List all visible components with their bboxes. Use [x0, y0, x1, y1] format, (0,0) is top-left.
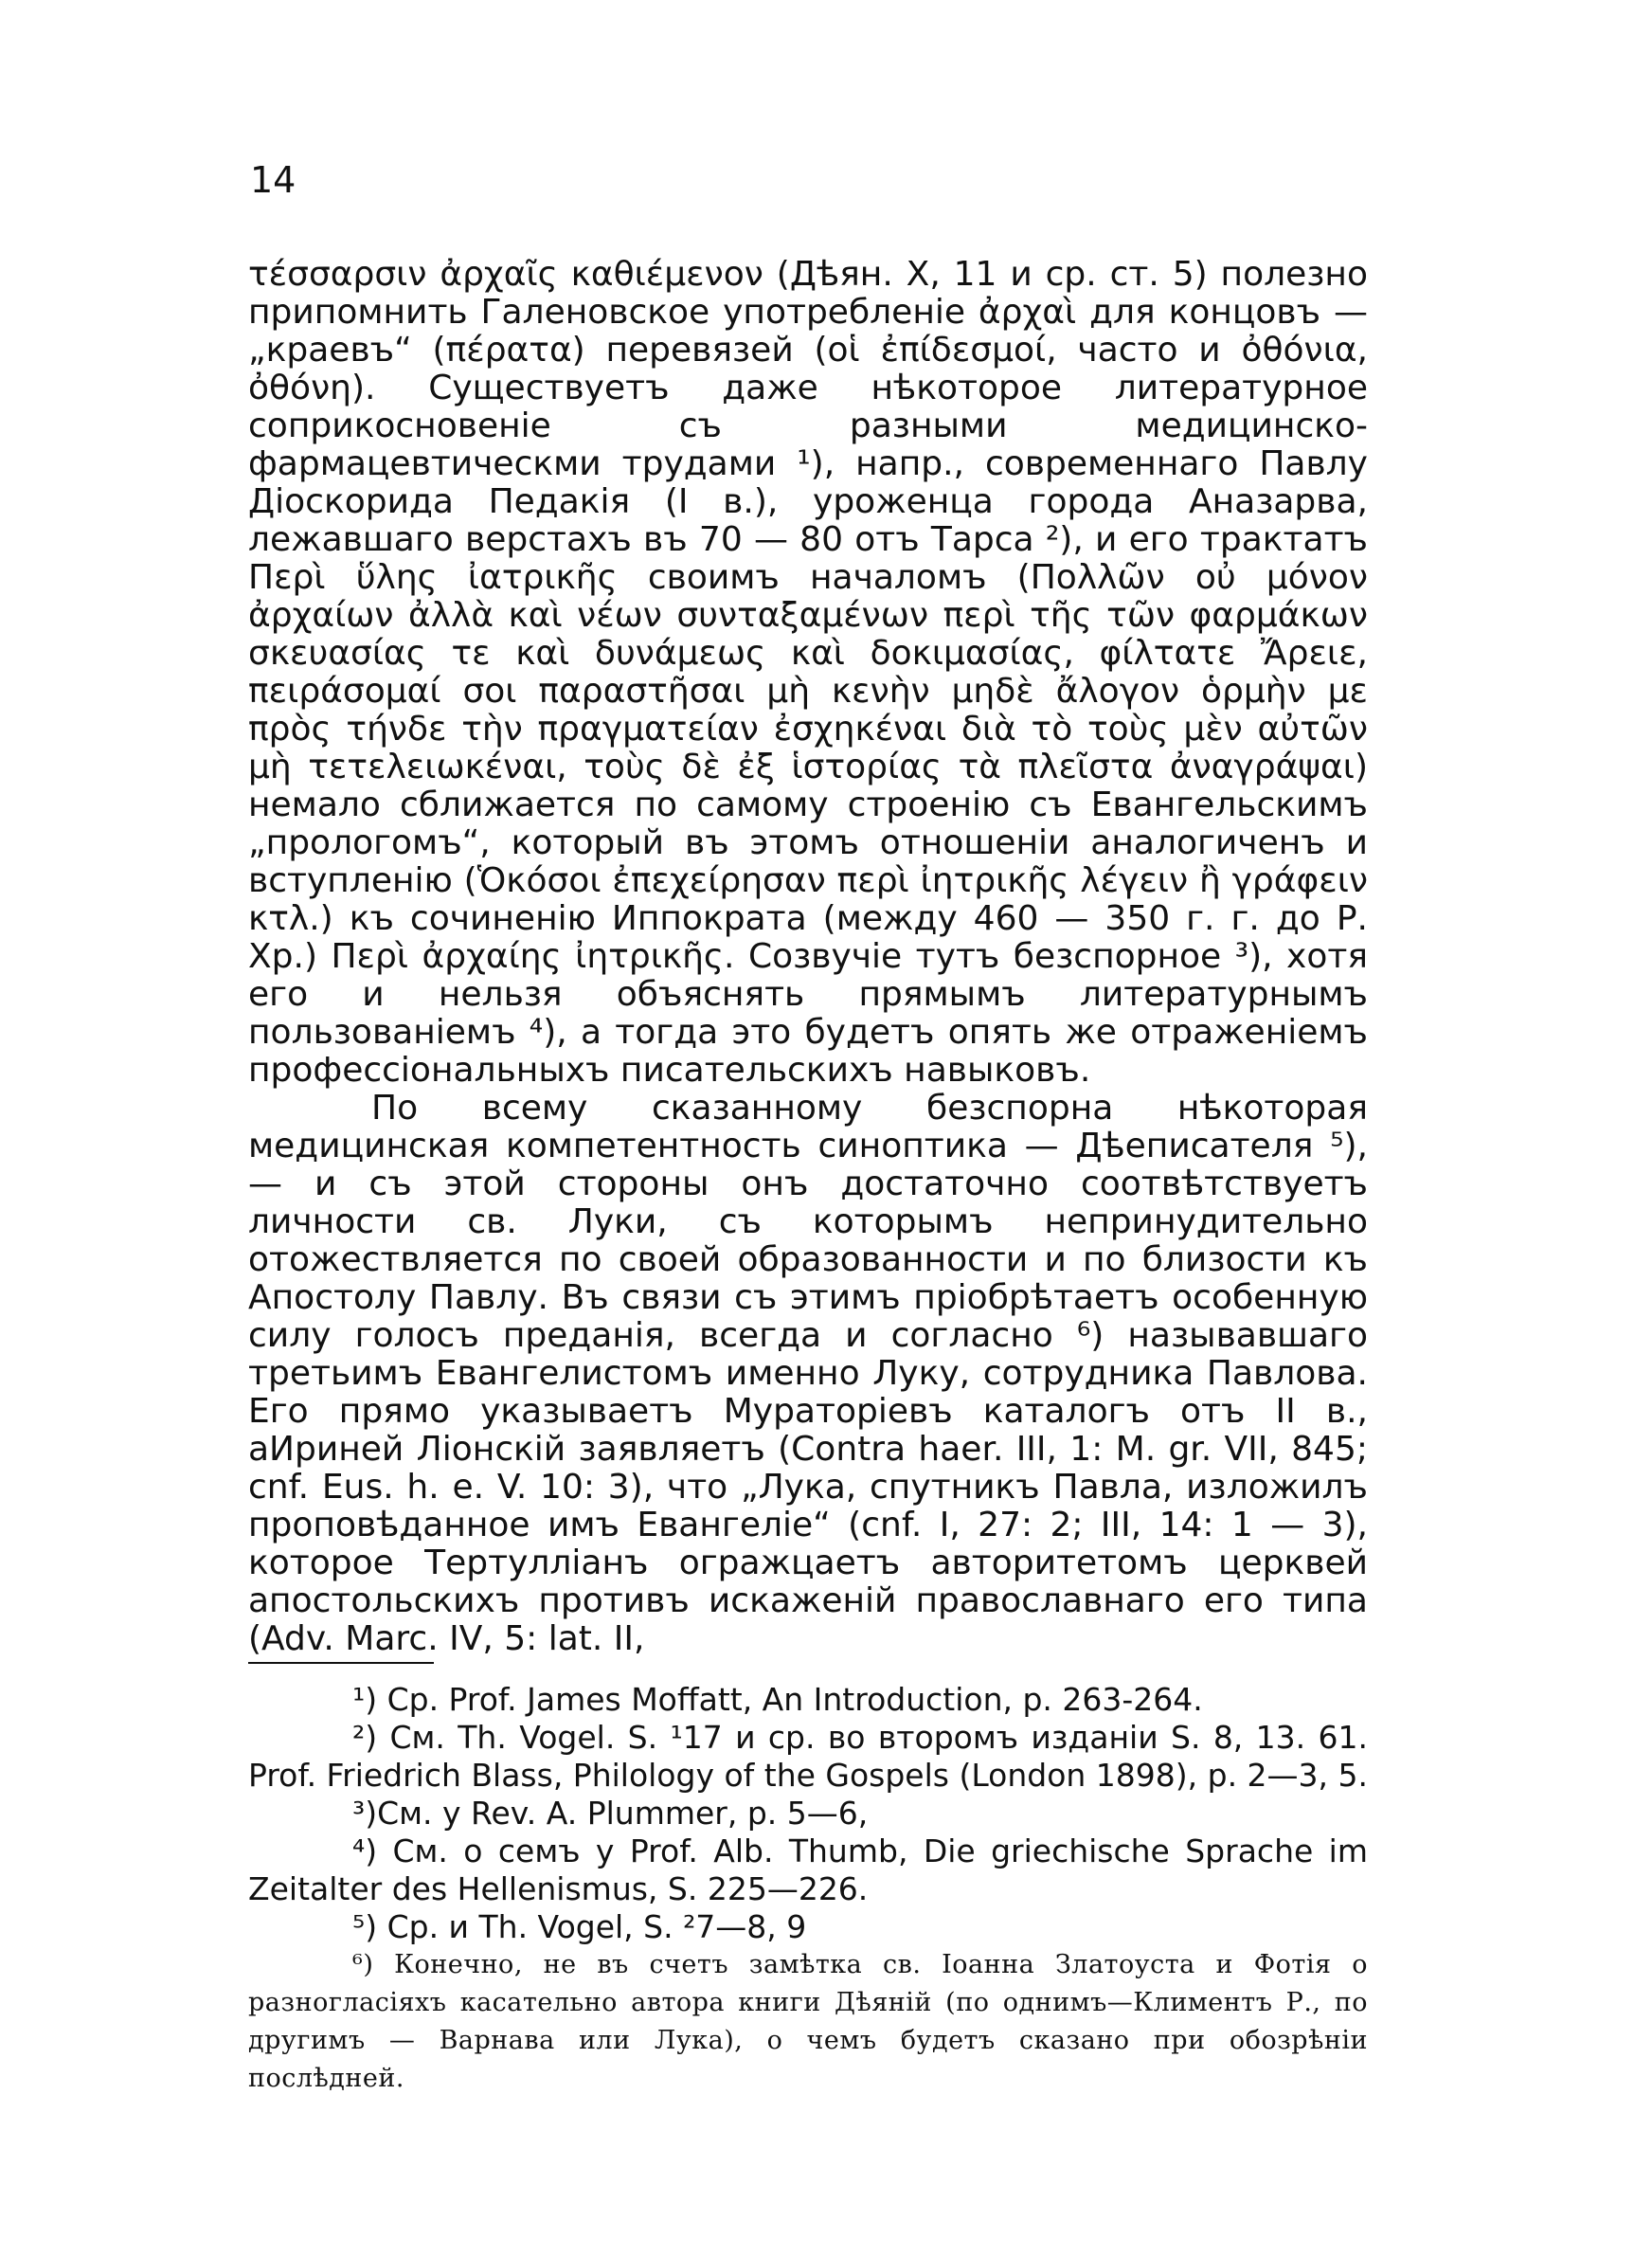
- body-paragraph: τέσσαρσιν ἀρχαῖς καθιέμενον (Дѣян. X, 11 и ср. ст. 5) полезно припомнить Галеновское употребленіе ἀρχαὶ для концовъ — „краевъ“ (πέρατα) перевязей (οἱ ἐπίδεσμοί, часто и ὀθόνια, ὀθόνη). Существуетъ даже нѣкоторое литературное соприкосновеніе съ разными медицинско-фармацевтическми трудами ¹), напр., современнаго Павлу Діоскорида Педакія (I в.), уроженца города Аназарва, лежавшаго верстахъ въ 70 — 80 отъ Тарса ²), и его трактатъ Περὶ ὕλης ἰατρικῆς своимъ началомъ (Πολλῶν οὐ μόνον ἀρχαίων ἀλλὰ καὶ νέων συνταξαμένων περὶ τῆς τῶν φαρμάκων σκευασίας τε καὶ δυνάμεως καὶ δοκιμασίας, φίλτατε Ἄρειε, πειράσομαί σοι παραστῆσαι μὴ κενὴν μηδὲ ἄλογον ὁρμὴν με πρὸς τήνδε τὴν πραγματείαν ἐσχηκέναι διὰ τὸ τοὺς μὲν αὐτῶν μὴ τετελειωκέναι, τοὺς δὲ ἐξ ἱστορίας τὰ πλεῖστα ἀναγράψαι) немало сближается по самому строенію съ Евангельскимъ „прологомъ“, который въ этомъ отношеніи аналогиченъ и вступленію (Ὁκόσοι ἐπεχείρησαν περὶ ἰητρικῆς λέγειν ἢ γράφειν κτλ.) къ сочиненію Иппократа (между 460 — 350 г. г. до Р. Хр.) Περὶ ἀρχαίης ἰητρικῆς. Созвучіе тутъ безспорное ³), хотя его и нельзя объяснять прямымъ литературнымъ пользованіемъ ⁴), а тогда это будетъ опять же отраженіемъ профессіональныхъ писательскихъ навыковъ.: [248, 255, 1368, 1090]
- footnote-2: ²) См. Th. Vogel. S. ¹17 и ср. во второмъ изданіи S. 8, 13. 61. Prof. Friedrich Blass, Philology of the Gospels (London 1898), p. 2—3, 5.: [248, 1719, 1369, 1794]
- footnote-1: ¹) Ср. Prof. James Moffatt, An Introduction, p. 263-264.: [352, 1681, 1203, 1718]
- body-text: [248, 256, 1368, 1658]
- footnotes: [248, 1681, 1368, 2098]
- footnote-3: ³)См. у Rev. A. Plummer, p. 5—6,: [352, 1795, 869, 1832]
- footnote-divider: [248, 1662, 434, 1664]
- footnote-4: ⁴) См. о семъ у Prof. Alb. Thumb, Die griechische Sprache im Zeitalter des Hellenismus, S. 225—226.: [248, 1833, 1368, 1907]
- footnote-5: ⁵) Ср. и Th. Vogel, S. ²7—8, 9: [352, 1908, 807, 1945]
- page-number: 14: [250, 159, 296, 201]
- body-paragraph: По всему сказанному безспорна нѣкоторая медицинская компетентность синоптика — Дѣеписателя ⁵), — и съ этой стороны онъ достаточно соотвѣтствуетъ личности св. Луки, съ которымъ непринудительно отожествляется по своей образованности и по близости къ Апостолу Павлу. Въ связи съ этимъ пріобрѣтаетъ особенную силу голосъ преданія, всегда и согласно ⁶) называвшаго третьимъ Евангелистомъ именно Луку, сотрудника Павлова. Его прямо указываетъ Мураторіевъ каталогъ отъ II в., аИриней Ліонскій заявляетъ (Contra haer. III, 1: M. gr. VII, 845; cnf. Eus. h. e. V. 10: 3), что „Лука, спутникъ Павла, изложилъ проповѣданное имъ Евангеліе“ (cnf. I, 27: 2; III, 14: 1 — 3), которое Тертулліанъ огражцаетъ авторитетомъ церквей апостольскихъ противъ искаженій православнаго его типа (Adv. Marc. IV, 5: lat. II,: [248, 1089, 1368, 1658]
- footnote-6: ⁶) Конечно, не въ счетъ замѣтка св. Іоанна Златоуста и Фотія о разногласіяхъ касательно автора книги Дѣяній (по однимъ—Климентъ Р., по другимъ — Варнава или Лука), о чемъ будетъ сказано при обозрѣніи послѣдней.: [248, 1950, 1368, 2093]
